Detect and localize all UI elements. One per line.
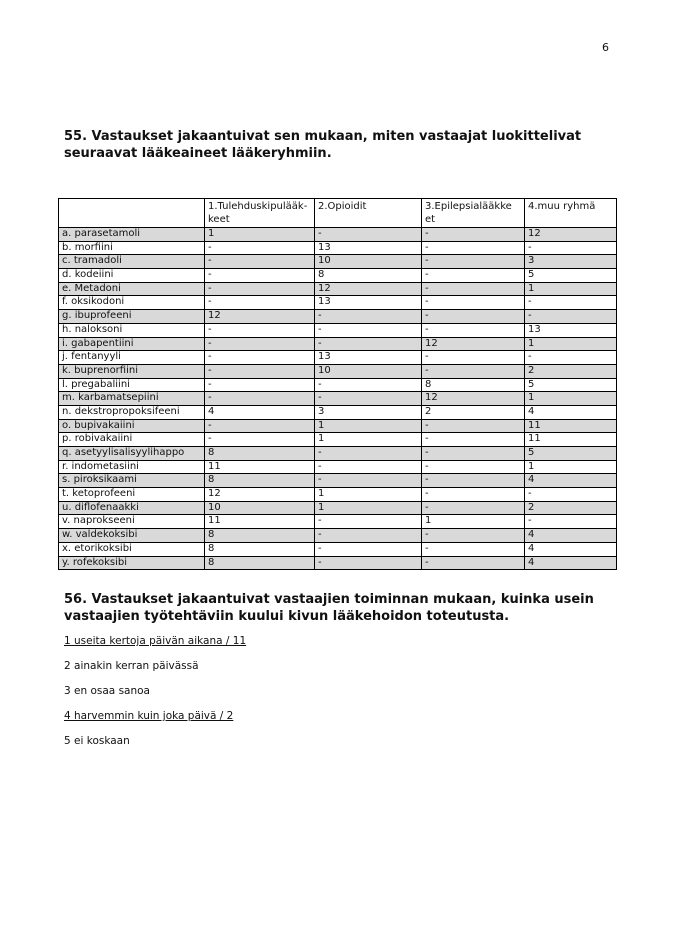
drug-name-cell: f. oksikodoni: [59, 296, 205, 310]
drug-name-cell: t. ketoprofeeni: [59, 488, 205, 502]
drug-name-cell: w. valdekoksibi: [59, 529, 205, 543]
count-cell: -: [205, 364, 315, 378]
count-cell: 12: [422, 392, 525, 406]
header-cell-epilepsialaakkeet: 3.Epilepsialääkke et: [422, 199, 525, 228]
count-cell: 1: [315, 419, 422, 433]
count-cell: -: [422, 364, 525, 378]
count-cell: -: [205, 323, 315, 337]
answer-option-label: 4 harvemmin kuin joka päivä / 2: [64, 710, 234, 722]
table-row: [59, 460, 617, 474]
table-row: [59, 392, 617, 406]
header-cell-tulehduskipulaakkeet: 1.Tulehduskipulääk-keet: [205, 199, 315, 228]
count-cell: 8: [205, 447, 315, 461]
count-cell: 4: [205, 405, 315, 419]
table-row: [59, 433, 617, 447]
drug-name-cell: p. robivakaiini: [59, 433, 205, 447]
count-cell: 12: [205, 488, 315, 502]
count-cell: 13: [315, 241, 422, 255]
count-cell: -: [422, 419, 525, 433]
table-row: [59, 419, 617, 433]
count-cell: -: [422, 269, 525, 283]
table-row: [59, 255, 617, 269]
count-cell: 11: [205, 515, 315, 529]
count-cell: 10: [205, 501, 315, 515]
count-cell: -: [205, 433, 315, 447]
table-body: [59, 228, 617, 570]
table-row: [59, 269, 617, 283]
count-cell: -: [525, 241, 617, 255]
count-cell: -: [315, 474, 422, 488]
count-cell: -: [315, 228, 422, 242]
count-cell: -: [422, 351, 525, 365]
count-cell: 8: [315, 269, 422, 283]
count-cell: 1: [525, 282, 617, 296]
count-cell: 1: [315, 433, 422, 447]
count-cell: -: [422, 310, 525, 324]
count-cell: -: [315, 310, 422, 324]
count-cell: -: [422, 501, 525, 515]
count-cell: 11: [205, 460, 315, 474]
table-row: [59, 296, 617, 310]
count-cell: -: [525, 488, 617, 502]
drug-name-cell: r. indometasiini: [59, 460, 205, 474]
answer-option-label: 2 ainakin kerran päivässä: [64, 660, 199, 672]
drug-name-cell: s. piroksikaami: [59, 474, 205, 488]
table-row: [59, 405, 617, 419]
count-cell: 4: [525, 556, 617, 570]
drug-name-cell: u. diflofenaakki: [59, 501, 205, 515]
count-cell: -: [205, 296, 315, 310]
count-cell: 8: [205, 542, 315, 556]
count-cell: 5: [525, 378, 617, 392]
count-cell: -: [525, 515, 617, 529]
count-cell: 8: [422, 378, 525, 392]
drug-name-cell: a. parasetamoli: [59, 228, 205, 242]
count-cell: -: [422, 556, 525, 570]
count-cell: -: [315, 460, 422, 474]
drug-name-cell: i. gabapentiini: [59, 337, 205, 351]
count-cell: -: [422, 447, 525, 461]
count-cell: 1: [525, 460, 617, 474]
drug-name-cell: k. buprenorfiini: [59, 364, 205, 378]
drug-name-cell: x. etorikoksibi: [59, 542, 205, 556]
count-cell: -: [525, 351, 617, 365]
drug-name-cell: q. asetyylisalisyylihappo: [59, 447, 205, 461]
classification-table: [58, 198, 617, 570]
count-cell: 1: [315, 501, 422, 515]
count-cell: -: [205, 269, 315, 283]
count-cell: 8: [205, 529, 315, 543]
count-cell: 13: [525, 323, 617, 337]
table-row: [59, 378, 617, 392]
count-cell: 4: [525, 474, 617, 488]
count-cell: -: [205, 378, 315, 392]
count-cell: 5: [525, 447, 617, 461]
count-cell: -: [315, 542, 422, 556]
count-cell: -: [422, 474, 525, 488]
count-cell: 1: [525, 392, 617, 406]
drug-name-cell: d. kodeiini: [59, 269, 205, 283]
table-row: [59, 488, 617, 502]
table-row: [59, 310, 617, 324]
drug-name-cell: l. pregabaliini: [59, 378, 205, 392]
count-cell: -: [525, 296, 617, 310]
drug-name-cell: v. naprokseeni: [59, 515, 205, 529]
count-cell: -: [315, 529, 422, 543]
count-cell: 12: [315, 282, 422, 296]
count-cell: -: [422, 460, 525, 474]
count-cell: 11: [525, 433, 617, 447]
count-cell: 10: [315, 364, 422, 378]
count-cell: 10: [315, 255, 422, 269]
table-row: [59, 474, 617, 488]
answer-option: [64, 634, 246, 659]
answer-option: [64, 684, 246, 709]
count-cell: -: [315, 337, 422, 351]
answer-option: [64, 659, 246, 684]
table-row: [59, 351, 617, 365]
count-cell: -: [205, 351, 315, 365]
count-cell: -: [315, 323, 422, 337]
count-cell: 1: [525, 337, 617, 351]
count-cell: -: [205, 282, 315, 296]
count-cell: -: [422, 323, 525, 337]
count-cell: 1: [315, 488, 422, 502]
answer-option-label: 3 en osaa sanoa: [64, 685, 150, 697]
count-cell: -: [422, 529, 525, 543]
question-55-title: 55. Vastaukset jakaantuivat sen mukaan, miten vastaajat luokittelivat seuraavat lääkeaineet lääkeryhmiin.: [64, 129, 582, 161]
table-row: [59, 501, 617, 515]
count-cell: -: [525, 310, 617, 324]
table-row: [59, 337, 617, 351]
table-row: [59, 364, 617, 378]
drug-name-cell: o. bupivakaiini: [59, 419, 205, 433]
count-cell: 11: [525, 419, 617, 433]
count-cell: 2: [525, 364, 617, 378]
count-cell: 5: [525, 269, 617, 283]
count-cell: 1: [422, 515, 525, 529]
count-cell: -: [422, 296, 525, 310]
count-cell: 3: [315, 405, 422, 419]
count-cell: -: [205, 255, 315, 269]
drug-name-cell: e. Metadoni: [59, 282, 205, 296]
answer-option: [64, 709, 246, 734]
count-cell: 4: [525, 405, 617, 419]
drug-name-cell: m. karbamatsepiini: [59, 392, 205, 406]
drug-name-cell: g. ibuprofeeni: [59, 310, 205, 324]
drug-name-cell: b. morfiini: [59, 241, 205, 255]
count-cell: -: [315, 392, 422, 406]
count-cell: -: [422, 228, 525, 242]
drug-name-cell: h. naloksoni: [59, 323, 205, 337]
count-cell: -: [315, 378, 422, 392]
table-row: [59, 529, 617, 543]
drug-name-cell: n. dekstropropoksifeeni: [59, 405, 205, 419]
count-cell: -: [315, 556, 422, 570]
count-cell: -: [315, 515, 422, 529]
answer-options: [64, 634, 246, 759]
count-cell: 8: [205, 556, 315, 570]
table-row: [59, 447, 617, 461]
count-cell: 4: [525, 529, 617, 543]
answer-option-label: 5 ei koskaan: [64, 735, 130, 747]
table-row: [59, 515, 617, 529]
table-row: [59, 282, 617, 296]
table-header-row: [59, 199, 617, 228]
drug-name-cell: j. fentanyyli: [59, 351, 205, 365]
count-cell: -: [422, 255, 525, 269]
table-row: [59, 323, 617, 337]
header-cell-muu-ryhma: 4.muu ryhmä: [525, 199, 617, 228]
count-cell: -: [422, 542, 525, 556]
page-number: 6: [602, 41, 609, 54]
table-row: [59, 542, 617, 556]
count-cell: 12: [525, 228, 617, 242]
count-cell: 12: [205, 310, 315, 324]
count-cell: -: [315, 447, 422, 461]
count-cell: 13: [315, 296, 422, 310]
count-cell: -: [205, 241, 315, 255]
count-cell: -: [422, 433, 525, 447]
header-cell-opioidit: 2.Opioidit: [315, 199, 422, 228]
question-56-title: 56. Vastaukset jakaantuivat vastaajien toiminnan mukaan, kuinka usein vastaajien työtehtäviin kuului kivun lääkehoidon toteutusta.: [64, 592, 594, 624]
answer-option-label: 1 useita kertoja päivän aikana / 11: [64, 635, 247, 647]
count-cell: 2: [525, 501, 617, 515]
count-cell: 8: [205, 474, 315, 488]
table-row: [59, 556, 617, 570]
count-cell: -: [422, 282, 525, 296]
count-cell: 1: [205, 228, 315, 242]
count-cell: 3: [525, 255, 617, 269]
count-cell: 4: [525, 542, 617, 556]
count-cell: 2: [422, 405, 525, 419]
answer-option: [64, 734, 246, 759]
count-cell: -: [205, 337, 315, 351]
table-row: [59, 228, 617, 242]
count-cell: -: [205, 392, 315, 406]
count-cell: 12: [422, 337, 525, 351]
header-cell-blank: [59, 199, 205, 228]
count-cell: 13: [315, 351, 422, 365]
count-cell: -: [205, 419, 315, 433]
count-cell: -: [422, 241, 525, 255]
drug-name-cell: c. tramadoli: [59, 255, 205, 269]
count-cell: -: [422, 488, 525, 502]
table-row: [59, 241, 617, 255]
drug-name-cell: y. rofekoksibi: [59, 556, 205, 570]
